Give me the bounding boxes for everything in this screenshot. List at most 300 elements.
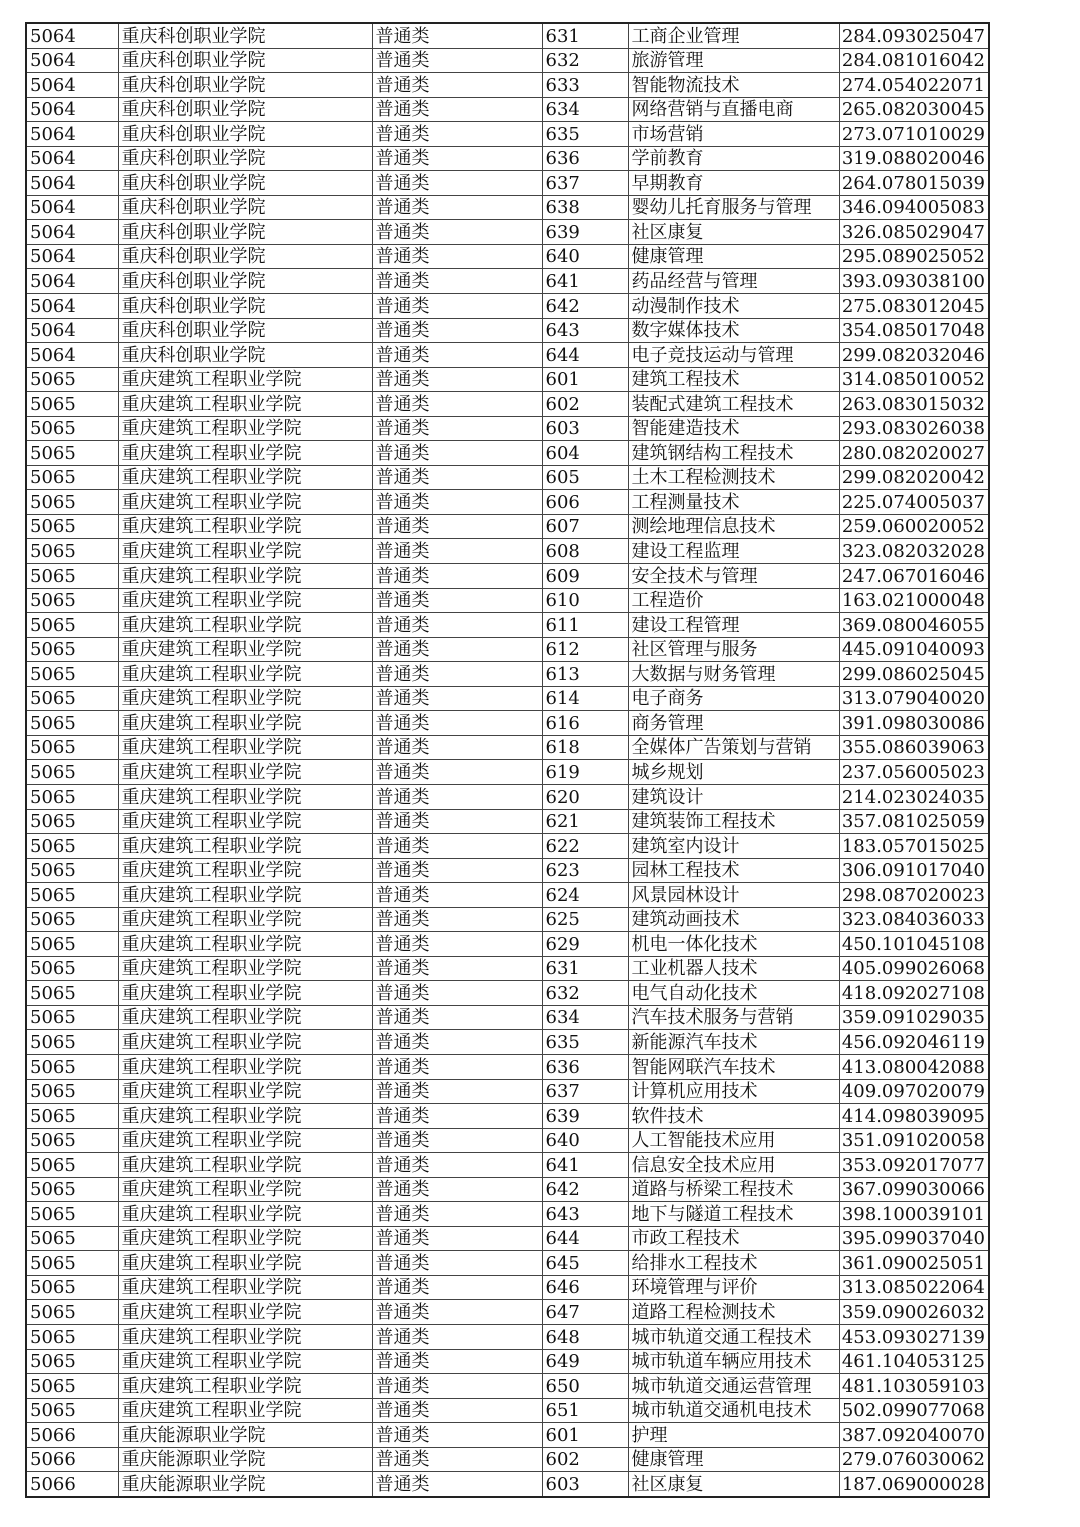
school-name-cell: 重庆建筑工程职业学院 <box>118 1153 372 1178</box>
table-row <box>26 48 989 73</box>
score-cell: 314.085010052 <box>839 367 989 392</box>
score-cell: 361.090025051 <box>839 1251 989 1276</box>
major-code-cell: 606 <box>542 490 628 515</box>
school-name-cell: 重庆科创职业学院 <box>118 23 372 48</box>
school-code-cell: 5065 <box>26 1054 118 1079</box>
table-row <box>26 956 989 981</box>
category-cell: 普通类 <box>372 1202 542 1227</box>
score-cell: 284.093025047 <box>839 23 989 48</box>
major-code-cell: 605 <box>542 465 628 490</box>
school-name-cell: 重庆科创职业学院 <box>118 97 372 122</box>
category-cell: 普通类 <box>372 858 542 883</box>
score-cell: 247.067016046 <box>839 564 989 589</box>
major-code-cell: 611 <box>542 613 628 638</box>
school-code-cell: 5065 <box>26 1349 118 1374</box>
score-cell: 313.079040020 <box>839 686 989 711</box>
major-name-cell: 电子竞技运动与管理 <box>628 343 839 368</box>
table-row <box>26 735 989 760</box>
major-name-cell: 园林工程技术 <box>628 858 839 883</box>
score-cell: 367.099030066 <box>839 1177 989 1202</box>
table-row <box>26 294 989 319</box>
school-name-cell: 重庆建筑工程职业学院 <box>118 1104 372 1129</box>
school-name-cell: 重庆科创职业学院 <box>118 146 372 171</box>
table-row <box>26 1374 989 1399</box>
school-code-cell: 5065 <box>26 1128 118 1153</box>
school-name-cell: 重庆科创职业学院 <box>118 73 372 98</box>
school-name-cell: 重庆建筑工程职业学院 <box>118 883 372 908</box>
score-cell: 299.082020042 <box>839 465 989 490</box>
major-name-cell: 信息安全技术应用 <box>628 1153 839 1178</box>
score-cell: 265.082030045 <box>839 97 989 122</box>
score-cell: 313.085022064 <box>839 1275 989 1300</box>
category-cell: 普通类 <box>372 1177 542 1202</box>
major-name-cell: 市政工程技术 <box>628 1226 839 1251</box>
score-cell: 274.054022071 <box>839 73 989 98</box>
table-row <box>26 637 989 662</box>
score-cell: 319.088020046 <box>839 146 989 171</box>
major-name-cell: 婴幼儿托育服务与管理 <box>628 195 839 220</box>
school-code-cell: 5065 <box>26 711 118 736</box>
school-name-cell: 重庆建筑工程职业学院 <box>118 735 372 760</box>
major-code-cell: 621 <box>542 809 628 834</box>
category-cell: 普通类 <box>372 490 542 515</box>
table-row <box>26 122 989 147</box>
score-cell: 405.099026068 <box>839 956 989 981</box>
score-cell: 237.056005023 <box>839 760 989 785</box>
table-row <box>26 1104 989 1129</box>
major-code-cell: 612 <box>542 637 628 662</box>
school-code-cell: 5065 <box>26 637 118 662</box>
major-code-cell: 651 <box>542 1398 628 1423</box>
major-code-cell: 610 <box>542 588 628 613</box>
major-name-cell: 健康管理 <box>628 244 839 269</box>
school-code-cell: 5066 <box>26 1423 118 1448</box>
school-name-cell: 重庆建筑工程职业学院 <box>118 1202 372 1227</box>
school-name-cell: 重庆建筑工程职业学院 <box>118 1054 372 1079</box>
school-name-cell: 重庆建筑工程职业学院 <box>118 956 372 981</box>
table-row <box>26 883 989 908</box>
school-code-cell: 5064 <box>26 220 118 245</box>
school-code-cell: 5065 <box>26 613 118 638</box>
score-cell: 293.083026038 <box>839 416 989 441</box>
school-name-cell: 重庆科创职业学院 <box>118 318 372 343</box>
score-cell: 357.081025059 <box>839 809 989 834</box>
school-name-cell: 重庆建筑工程职业学院 <box>118 613 372 638</box>
major-code-cell: 613 <box>542 662 628 687</box>
major-name-cell: 智能建造技术 <box>628 416 839 441</box>
school-name-cell: 重庆建筑工程职业学院 <box>118 1300 372 1325</box>
school-name-cell: 重庆建筑工程职业学院 <box>118 1005 372 1030</box>
table-row <box>26 1128 989 1153</box>
major-name-cell: 装配式建筑工程技术 <box>628 392 839 417</box>
score-cell: 346.094005083 <box>839 195 989 220</box>
table-row <box>26 343 989 368</box>
category-cell: 普通类 <box>372 637 542 662</box>
major-name-cell: 安全技术与管理 <box>628 564 839 589</box>
category-cell: 普通类 <box>372 711 542 736</box>
major-code-cell: 622 <box>542 834 628 859</box>
major-name-cell: 健康管理 <box>628 1447 839 1472</box>
major-name-cell: 智能物流技术 <box>628 73 839 98</box>
school-code-cell: 5065 <box>26 1104 118 1129</box>
major-name-cell: 城市轨道交通运营管理 <box>628 1374 839 1399</box>
major-code-cell: 644 <box>542 343 628 368</box>
score-cell: 263.083015032 <box>839 392 989 417</box>
major-code-cell: 632 <box>542 48 628 73</box>
major-code-cell: 603 <box>542 416 628 441</box>
category-cell: 普通类 <box>372 956 542 981</box>
school-code-cell: 5064 <box>26 122 118 147</box>
major-code-cell: 632 <box>542 981 628 1006</box>
school-code-cell: 5065 <box>26 539 118 564</box>
school-code-cell: 5065 <box>26 465 118 490</box>
major-code-cell: 645 <box>542 1251 628 1276</box>
score-cell: 445.091040093 <box>839 637 989 662</box>
category-cell: 普通类 <box>372 834 542 859</box>
major-code-cell: 642 <box>542 294 628 319</box>
major-name-cell: 建筑钢结构工程技术 <box>628 441 839 466</box>
score-cell: 163.021000048 <box>839 588 989 613</box>
major-code-cell: 620 <box>542 784 628 809</box>
school-name-cell: 重庆科创职业学院 <box>118 294 372 319</box>
table-row <box>26 1079 989 1104</box>
major-name-cell: 大数据与财务管理 <box>628 662 839 687</box>
school-code-cell: 5065 <box>26 1324 118 1349</box>
school-code-cell: 5065 <box>26 686 118 711</box>
score-cell: 369.080046055 <box>839 613 989 638</box>
major-name-cell: 给排水工程技术 <box>628 1251 839 1276</box>
table-row <box>26 613 989 638</box>
table-row <box>26 465 989 490</box>
score-cell: 273.071010029 <box>839 122 989 147</box>
category-cell: 普通类 <box>372 73 542 98</box>
table-row <box>26 1275 989 1300</box>
category-cell: 普通类 <box>372 146 542 171</box>
major-code-cell: 643 <box>542 1202 628 1227</box>
major-code-cell: 649 <box>542 1349 628 1374</box>
school-name-cell: 重庆建筑工程职业学院 <box>118 1177 372 1202</box>
school-code-cell: 5065 <box>26 956 118 981</box>
score-cell: 284.081016042 <box>839 48 989 73</box>
school-code-cell: 5065 <box>26 1251 118 1276</box>
table-row <box>26 1472 989 1497</box>
school-name-cell: 重庆建筑工程职业学院 <box>118 784 372 809</box>
major-name-cell: 建筑动画技术 <box>628 907 839 932</box>
school-name-cell: 重庆科创职业学院 <box>118 244 372 269</box>
school-name-cell: 重庆建筑工程职业学院 <box>118 858 372 883</box>
school-code-cell: 5064 <box>26 195 118 220</box>
major-name-cell: 城市轨道车辆应用技术 <box>628 1349 839 1374</box>
major-name-cell: 工程测量技术 <box>628 490 839 515</box>
major-code-cell: 647 <box>542 1300 628 1325</box>
category-cell: 普通类 <box>372 1447 542 1472</box>
score-cell: 295.089025052 <box>839 244 989 269</box>
school-name-cell: 重庆建筑工程职业学院 <box>118 1324 372 1349</box>
category-cell: 普通类 <box>372 1324 542 1349</box>
table-row <box>26 1398 989 1423</box>
major-name-cell: 社区管理与服务 <box>628 637 839 662</box>
school-code-cell: 5065 <box>26 588 118 613</box>
school-code-cell: 5065 <box>26 883 118 908</box>
major-name-cell: 电气自动化技术 <box>628 981 839 1006</box>
major-name-cell: 社区康复 <box>628 220 839 245</box>
school-name-cell: 重庆科创职业学院 <box>118 171 372 196</box>
category-cell: 普通类 <box>372 1079 542 1104</box>
school-name-cell: 重庆科创职业学院 <box>118 220 372 245</box>
score-cell: 187.069000028 <box>839 1472 989 1497</box>
major-code-cell: 641 <box>542 269 628 294</box>
score-cell: 456.092046119 <box>839 1030 989 1055</box>
score-cell: 275.083012045 <box>839 294 989 319</box>
major-name-cell: 城市轨道交通工程技术 <box>628 1324 839 1349</box>
category-cell: 普通类 <box>372 883 542 908</box>
major-code-cell: 634 <box>542 97 628 122</box>
score-cell: 351.091020058 <box>839 1128 989 1153</box>
table-row <box>26 171 989 196</box>
school-code-cell: 5065 <box>26 490 118 515</box>
school-code-cell: 5065 <box>26 514 118 539</box>
school-code-cell: 5065 <box>26 1005 118 1030</box>
table-row <box>26 784 989 809</box>
school-name-cell: 重庆建筑工程职业学院 <box>118 686 372 711</box>
major-name-cell: 城市轨道交通机电技术 <box>628 1398 839 1423</box>
major-name-cell: 工程造价 <box>628 588 839 613</box>
table-row <box>26 1005 989 1030</box>
school-name-cell: 重庆科创职业学院 <box>118 269 372 294</box>
score-cell: 414.098039095 <box>839 1104 989 1129</box>
school-code-cell: 5065 <box>26 441 118 466</box>
school-code-cell: 5064 <box>26 294 118 319</box>
category-cell: 普通类 <box>372 367 542 392</box>
school-code-cell: 5065 <box>26 1398 118 1423</box>
major-code-cell: 639 <box>542 1104 628 1129</box>
major-name-cell: 社区康复 <box>628 1472 839 1497</box>
major-name-cell: 地下与隧道工程技术 <box>628 1202 839 1227</box>
category-cell: 普通类 <box>372 932 542 957</box>
admission-score-table <box>25 22 990 1498</box>
school-code-cell: 5065 <box>26 1153 118 1178</box>
table-row <box>26 1251 989 1276</box>
major-code-cell: 638 <box>542 195 628 220</box>
score-cell: 413.080042088 <box>839 1054 989 1079</box>
major-code-cell: 644 <box>542 1226 628 1251</box>
category-cell: 普通类 <box>372 514 542 539</box>
category-cell: 普通类 <box>372 1153 542 1178</box>
category-cell: 普通类 <box>372 760 542 785</box>
table-row <box>26 1030 989 1055</box>
school-name-cell: 重庆建筑工程职业学院 <box>118 637 372 662</box>
major-code-cell: 616 <box>542 711 628 736</box>
score-cell: 355.086039063 <box>839 735 989 760</box>
category-cell: 普通类 <box>372 1349 542 1374</box>
major-code-cell: 636 <box>542 146 628 171</box>
score-cell: 461.104053125 <box>839 1349 989 1374</box>
major-name-cell: 网络营销与直播电商 <box>628 97 839 122</box>
major-name-cell: 早期教育 <box>628 171 839 196</box>
category-cell: 普通类 <box>372 662 542 687</box>
score-cell: 359.091029035 <box>839 1005 989 1030</box>
school-code-cell: 5065 <box>26 735 118 760</box>
category-cell: 普通类 <box>372 294 542 319</box>
school-name-cell: 重庆能源职业学院 <box>118 1423 372 1448</box>
score-cell: 450.101045108 <box>839 932 989 957</box>
table-row <box>26 220 989 245</box>
category-cell: 普通类 <box>372 1030 542 1055</box>
table-row <box>26 760 989 785</box>
table-row <box>26 367 989 392</box>
major-code-cell: 640 <box>542 244 628 269</box>
table-row <box>26 711 989 736</box>
school-name-cell: 重庆建筑工程职业学院 <box>118 1128 372 1153</box>
school-code-cell: 5065 <box>26 858 118 883</box>
table-row <box>26 146 989 171</box>
school-name-cell: 重庆建筑工程职业学院 <box>118 1251 372 1276</box>
school-name-cell: 重庆建筑工程职业学院 <box>118 1349 372 1374</box>
school-name-cell: 重庆建筑工程职业学院 <box>118 907 372 932</box>
school-code-cell: 5065 <box>26 1300 118 1325</box>
major-code-cell: 643 <box>542 318 628 343</box>
major-name-cell: 建筑设计 <box>628 784 839 809</box>
table-row <box>26 539 989 564</box>
major-code-cell: 639 <box>542 220 628 245</box>
score-cell: 323.084036033 <box>839 907 989 932</box>
school-name-cell: 重庆建筑工程职业学院 <box>118 588 372 613</box>
major-name-cell: 数字媒体技术 <box>628 318 839 343</box>
major-code-cell: 633 <box>542 73 628 98</box>
table-row <box>26 244 989 269</box>
score-cell: 214.023024035 <box>839 784 989 809</box>
category-cell: 普通类 <box>372 244 542 269</box>
school-name-cell: 重庆建筑工程职业学院 <box>118 809 372 834</box>
school-name-cell: 重庆能源职业学院 <box>118 1447 372 1472</box>
school-code-cell: 5064 <box>26 146 118 171</box>
major-code-cell: 618 <box>542 735 628 760</box>
category-cell: 普通类 <box>372 1398 542 1423</box>
major-name-cell: 新能源汽车技术 <box>628 1030 839 1055</box>
score-cell: 306.091017040 <box>839 858 989 883</box>
school-code-cell: 5064 <box>26 48 118 73</box>
score-cell: 391.098030086 <box>839 711 989 736</box>
score-cell: 354.085017048 <box>839 318 989 343</box>
school-code-cell: 5064 <box>26 73 118 98</box>
table-row <box>26 907 989 932</box>
category-cell: 普通类 <box>372 1472 542 1497</box>
major-code-cell: 601 <box>542 1423 628 1448</box>
school-name-cell: 重庆能源职业学院 <box>118 1472 372 1497</box>
major-code-cell: 608 <box>542 539 628 564</box>
score-cell: 453.093027139 <box>839 1324 989 1349</box>
major-code-cell: 625 <box>542 907 628 932</box>
category-cell: 普通类 <box>372 1251 542 1276</box>
table-row <box>26 809 989 834</box>
major-name-cell: 建筑装饰工程技术 <box>628 809 839 834</box>
major-name-cell: 市场营销 <box>628 122 839 147</box>
school-code-cell: 5065 <box>26 1030 118 1055</box>
school-code-cell: 5064 <box>26 343 118 368</box>
score-cell: 259.060020052 <box>839 514 989 539</box>
table-row <box>26 981 989 1006</box>
school-code-cell: 5064 <box>26 23 118 48</box>
score-cell: 418.092027108 <box>839 981 989 1006</box>
table-row <box>26 932 989 957</box>
school-code-cell: 5064 <box>26 244 118 269</box>
major-name-cell: 建筑工程技术 <box>628 367 839 392</box>
table-row <box>26 441 989 466</box>
score-cell: 323.082032028 <box>839 539 989 564</box>
major-name-cell: 护理 <box>628 1423 839 1448</box>
major-code-cell: 635 <box>542 122 628 147</box>
major-name-cell: 环境管理与评价 <box>628 1275 839 1300</box>
school-code-cell: 5065 <box>26 1374 118 1399</box>
major-name-cell: 计算机应用技术 <box>628 1079 839 1104</box>
table-row <box>26 195 989 220</box>
school-name-cell: 重庆建筑工程职业学院 <box>118 416 372 441</box>
school-code-cell: 5066 <box>26 1472 118 1497</box>
category-cell: 普通类 <box>372 1005 542 1030</box>
major-name-cell: 动漫制作技术 <box>628 294 839 319</box>
major-code-cell: 629 <box>542 932 628 957</box>
school-name-cell: 重庆建筑工程职业学院 <box>118 490 372 515</box>
major-code-cell: 609 <box>542 564 628 589</box>
major-name-cell: 风景园林设计 <box>628 883 839 908</box>
category-cell: 普通类 <box>372 735 542 760</box>
table-row <box>26 1300 989 1325</box>
school-code-cell: 5065 <box>26 1177 118 1202</box>
major-name-cell: 电子商务 <box>628 686 839 711</box>
category-cell: 普通类 <box>372 318 542 343</box>
major-code-cell: 648 <box>542 1324 628 1349</box>
school-code-cell: 5065 <box>26 907 118 932</box>
score-cell: 326.085029047 <box>839 220 989 245</box>
score-cell: 264.078015039 <box>839 171 989 196</box>
category-cell: 普通类 <box>372 171 542 196</box>
table-row <box>26 23 989 48</box>
major-code-cell: 640 <box>542 1128 628 1153</box>
school-code-cell: 5065 <box>26 1202 118 1227</box>
major-name-cell: 全媒体广告策划与营销 <box>628 735 839 760</box>
school-name-cell: 重庆建筑工程职业学院 <box>118 1226 372 1251</box>
school-code-cell: 5064 <box>26 269 118 294</box>
category-cell: 普通类 <box>372 416 542 441</box>
table-row <box>26 514 989 539</box>
school-name-cell: 重庆建筑工程职业学院 <box>118 1030 372 1055</box>
major-name-cell: 道路工程检测技术 <box>628 1300 839 1325</box>
school-code-cell: 5065 <box>26 1079 118 1104</box>
table-row <box>26 1447 989 1472</box>
major-code-cell: 650 <box>542 1374 628 1399</box>
major-name-cell: 机电一体化技术 <box>628 932 839 957</box>
table-row <box>26 392 989 417</box>
major-code-cell: 637 <box>542 171 628 196</box>
category-cell: 普通类 <box>372 1226 542 1251</box>
table-row <box>26 1153 989 1178</box>
category-cell: 普通类 <box>372 343 542 368</box>
school-code-cell: 5065 <box>26 834 118 859</box>
score-cell: 393.093038100 <box>839 269 989 294</box>
school-name-cell: 重庆建筑工程职业学院 <box>118 981 372 1006</box>
table-row <box>26 564 989 589</box>
category-cell: 普通类 <box>372 1054 542 1079</box>
table-row <box>26 97 989 122</box>
category-cell: 普通类 <box>372 465 542 490</box>
category-cell: 普通类 <box>372 220 542 245</box>
table-row <box>26 73 989 98</box>
category-cell: 普通类 <box>372 809 542 834</box>
major-code-cell: 624 <box>542 883 628 908</box>
table-row <box>26 1423 989 1448</box>
table-row <box>26 490 989 515</box>
school-name-cell: 重庆建筑工程职业学院 <box>118 834 372 859</box>
